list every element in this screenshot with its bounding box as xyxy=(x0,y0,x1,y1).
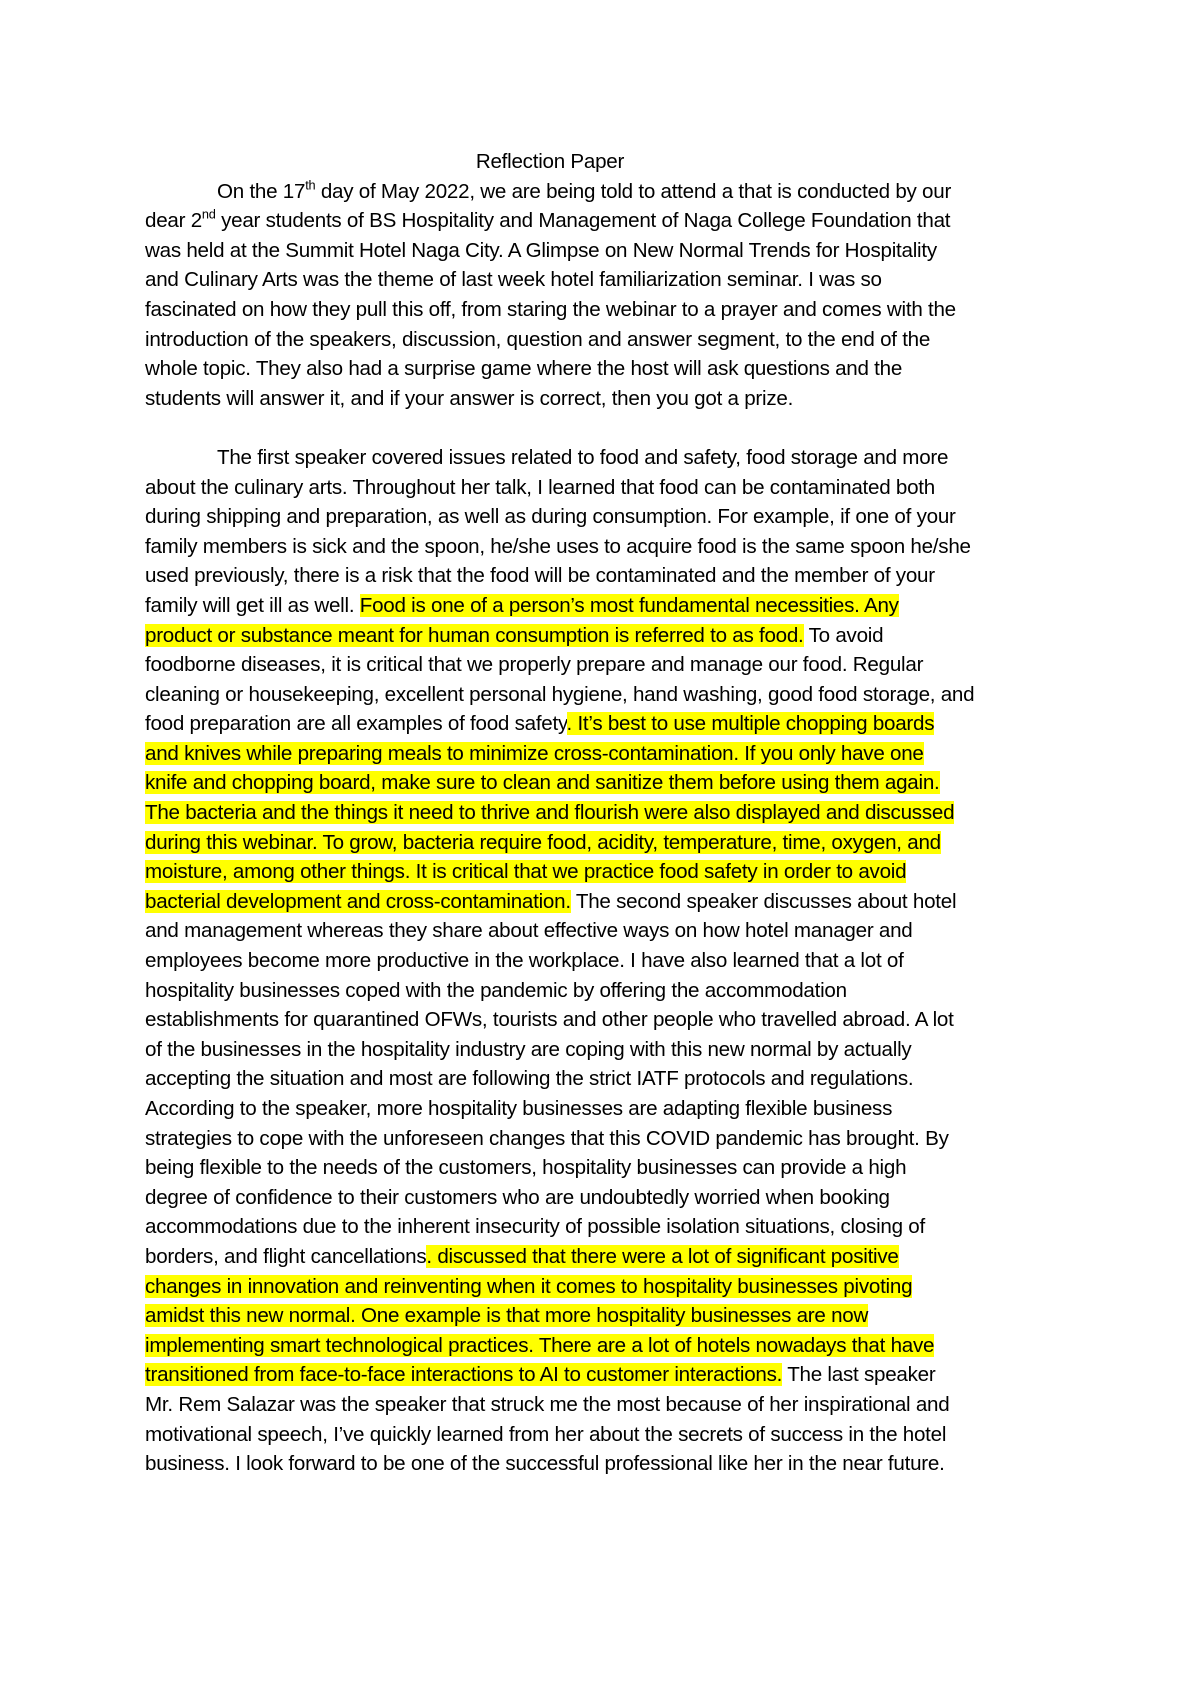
text-line: and management whereas they share about effective ways on how hotel manager and xyxy=(145,919,913,943)
text-run: On the 17 xyxy=(217,179,306,203)
text-line xyxy=(145,1331,1075,1361)
highlighted-text: Food is one of a person’s most fundamental necessities. Any xyxy=(359,593,899,617)
highlighted-text: product or substance meant for human consumption is referred to as food. xyxy=(145,623,804,647)
highlighted-text: amidst this new normal. One example is that more hospitality businesses are now xyxy=(145,1304,869,1328)
highlighted-text: bacterial development and cross-contamination. xyxy=(145,889,571,913)
text-line xyxy=(145,887,1075,917)
highlighted-text: during this webinar. To grow, bacteria require food, acidity, temperature, time, oxygen, and xyxy=(145,830,941,854)
text-line xyxy=(145,1272,1075,1302)
text-line: employees become more productive in the workplace. I have also learned that a lot of xyxy=(145,949,904,973)
text-line: accommodations due to the inherent insecurity of possible isolation situations, closing of xyxy=(145,1215,925,1239)
highlighted-text: transitioned from face-to-face interactions to AI to customer interactions. xyxy=(145,1363,783,1387)
text-run: year students of BS Hospitality and Management of Naga College Foundation that xyxy=(215,209,951,233)
text-run: The second speaker discusses about hotel xyxy=(570,889,957,913)
highlighted-text: moisture, among other things. It is critical that we practice food safety in order to avoid xyxy=(145,860,907,884)
text-line xyxy=(145,1301,1075,1331)
text-line: introduction of the speakers, discussion, question and answer segment, to the end of the xyxy=(145,327,931,351)
text-run: day of May 2022, we are being told to attend a that is conducted by our xyxy=(315,179,952,203)
text-line: students will answer it, and if your answer is correct, then you got a prize. xyxy=(145,386,794,410)
text-line: establishments for quarantined OFWs, tourists and other people who travelled abroad. A lot xyxy=(145,1008,954,1032)
paragraph-spacer xyxy=(145,413,1075,443)
text-line: hospitality businesses coped with the pandemic by offering the accommodation xyxy=(145,978,847,1002)
superscript: th xyxy=(305,177,316,193)
text-line: cleaning or housekeeping, excellent personal hygiene, hand washing, good food storage, and xyxy=(145,682,975,706)
paragraph-1 xyxy=(145,177,1075,414)
text-line xyxy=(145,709,1075,739)
highlighted-text: . discussed that there were a lot of significant positive xyxy=(426,1244,899,1268)
text-line: during shipping and preparation, as well as during consumption. For example, if one of your xyxy=(145,505,956,529)
text-line xyxy=(145,739,1075,769)
text-line: motivational speech, I’ve quickly learned from her about the secrets of success in the hotel xyxy=(145,1422,947,1446)
text-run: family will get ill as well. xyxy=(145,593,360,617)
text-line: strategies to cope with the unforeseen changes that this COVID pandemic has brought. By xyxy=(145,1126,949,1150)
highlighted-text: knife and chopping board, make sure to clean and sanitize them before using them again. xyxy=(145,771,940,795)
text-line xyxy=(145,206,1075,236)
text-line: degree of confidence to their customers who are undoubtedly worried when booking xyxy=(145,1185,890,1209)
text-line xyxy=(145,828,1075,858)
text-line: about the culinary arts. Throughout her talk, I learned that food can be contaminated both xyxy=(145,475,935,499)
text-line xyxy=(145,1242,1075,1272)
text-line: and Culinary Arts was the theme of last week hotel familiarization seminar. I was so xyxy=(145,268,882,292)
text-run: To avoid xyxy=(803,623,884,647)
highlighted-text: implementing smart technological practices. There are a lot of hotels nowadays that have xyxy=(145,1333,935,1357)
text-line xyxy=(145,1360,1075,1390)
text-line: accepting the situation and most are following the strict IATF protocols and regulations. xyxy=(145,1067,914,1091)
paragraph-2 xyxy=(145,443,1075,1479)
text-line xyxy=(145,443,1075,473)
highlighted-text: changes in innovation and reinventing when it comes to hospitality businesses pivoting xyxy=(145,1274,913,1298)
highlighted-text: and knives while preparing meals to minimize cross-contamination. If you only have one xyxy=(145,741,924,765)
text-line: being flexible to the needs of the customers, hospitality businesses can provide a high xyxy=(145,1156,907,1180)
text-line: whole topic. They also had a surprise game where the host will ask questions and the xyxy=(145,357,903,381)
text-line: business. I look forward to be one of the successful professional like her in the near future. xyxy=(145,1452,945,1476)
text-run: food preparation are all examples of food safety xyxy=(145,712,567,736)
text-run: The last speaker xyxy=(782,1363,936,1387)
text-line: used previously, there is a risk that the food will be contaminated and the member of your xyxy=(145,564,935,588)
document-title: Reflection Paper xyxy=(475,150,625,173)
highlighted-text: The bacteria and the things it need to thrive and flourish were also displayed and discussed xyxy=(145,801,955,825)
text-run: dear 2 xyxy=(145,209,202,233)
text-line: was held at the Summit Hotel Naga City. A Glimpse on New Normal Trends for Hospitality xyxy=(145,238,937,262)
text-run: borders, and flight cancellations xyxy=(145,1244,427,1268)
text-line xyxy=(145,857,1075,887)
text-line: Mr. Rem Salazar was the speaker that struck me the most because of her inspirational and xyxy=(145,1392,950,1416)
text-line: of the businesses in the hospitality industry are coping with this new normal by actually xyxy=(145,1037,912,1061)
text-run: The first speaker covered issues related to food and safety, food storage and more xyxy=(217,445,949,469)
text-line: family members is sick and the spoon, he/she uses to acquire food is the same spoon he/she xyxy=(145,534,971,558)
text-line xyxy=(145,768,1075,798)
text-line xyxy=(145,177,1075,207)
highlighted-text: . It’s best to use multiple chopping boards xyxy=(566,712,935,736)
superscript: nd xyxy=(201,206,216,222)
text-line: fascinated on how they pull this off, from staring the webinar to a prayer and comes with the xyxy=(145,297,956,321)
text-line xyxy=(145,591,1075,621)
document-body xyxy=(145,147,1075,1479)
text-line: According to the speaker, more hospitality businesses are adapting flexible business xyxy=(145,1097,893,1120)
text-line xyxy=(145,798,1075,828)
text-line xyxy=(145,621,1075,651)
text-line: foodborne diseases, it is critical that we properly prepare and manage our food. Regular xyxy=(145,653,924,677)
